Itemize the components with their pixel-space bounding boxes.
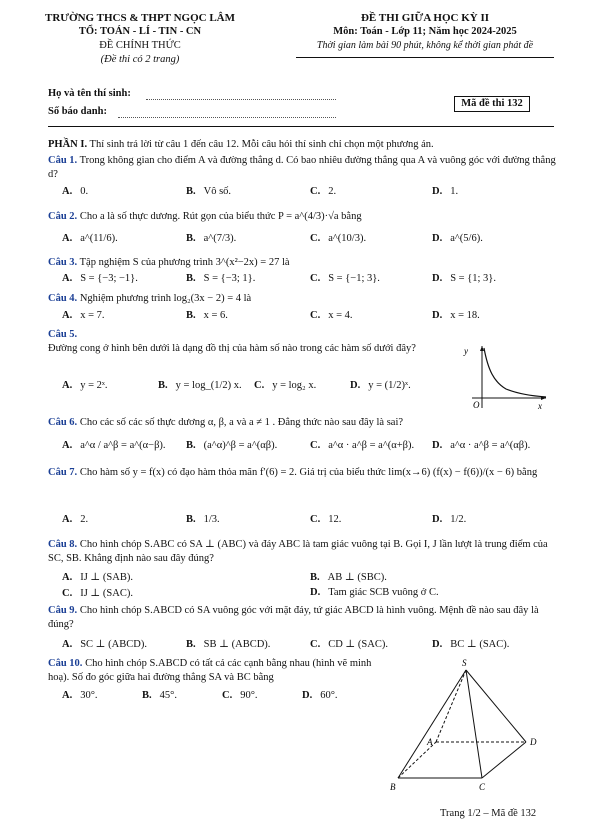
time-note: Thời gian làm bài 90 phút, không kể thời gian phát đề bbox=[316, 40, 534, 51]
question-label: Câu 2. bbox=[48, 211, 78, 222]
question-text: Tập nghiệm S của phương trình 3^(x²−2x) = 27 là bbox=[79, 257, 290, 268]
q5-option-d[interactable]: D. y = (1/2)ˣ. bbox=[350, 380, 411, 391]
q5-option-a[interactable]: A. y = 2ˣ. bbox=[62, 380, 108, 391]
vertex-b-label: B bbox=[390, 782, 396, 792]
question-label: Câu 5. bbox=[48, 329, 78, 340]
q6-option-c[interactable]: C. a^α · a^β = a^(α+β). bbox=[310, 440, 415, 451]
school-name: TRƯỜNG THCS & THPT NGỌC LÂM bbox=[45, 12, 235, 24]
vertex-d-label: D bbox=[530, 737, 537, 747]
question-4 bbox=[48, 292, 558, 306]
q9-option-d[interactable]: D. BC ⊥ (SAC). bbox=[432, 639, 510, 650]
edge-sa bbox=[436, 670, 466, 742]
q6-option-b[interactable]: B. (a^α)^β = a^(αβ). bbox=[186, 440, 278, 451]
question-text: Trong không gian cho điểm A và đường thẳng d. Có bao nhiêu đường thẳng qua A và vuông góc với đường thẳng d? bbox=[48, 155, 556, 180]
question-8 bbox=[48, 538, 558, 566]
official-label: ĐỀ CHÍNH THỨC bbox=[99, 40, 181, 51]
x-axis-label: x bbox=[538, 401, 542, 410]
q4-option-c[interactable]: C. x = 4. bbox=[310, 310, 353, 321]
q8-option-c[interactable]: C. IJ ⊥ (SAC). bbox=[62, 588, 133, 599]
divider bbox=[48, 126, 554, 127]
question-1 bbox=[48, 154, 558, 182]
part1-heading bbox=[48, 138, 558, 152]
q1-option-b[interactable]: B. Vô số. bbox=[186, 186, 232, 197]
question-9 bbox=[48, 604, 558, 632]
question-2 bbox=[48, 210, 558, 224]
question-7 bbox=[48, 466, 558, 480]
student-id-field[interactable] bbox=[118, 117, 336, 118]
pages-note: (Đề thi có 2 trang) bbox=[100, 54, 180, 65]
q3-option-c[interactable]: C. S = {−1; 3}. bbox=[310, 273, 380, 284]
question-label: Câu 10. bbox=[48, 658, 83, 669]
q6-option-d[interactable]: D. a^α · a^β = a^(αβ). bbox=[432, 440, 531, 451]
student-name-label: Họ và tên thí sinh: bbox=[48, 88, 131, 99]
q8-option-b[interactable]: B. AB ⊥ (SBC). bbox=[310, 572, 387, 583]
y-axis-label: y bbox=[464, 346, 468, 356]
edge-cd bbox=[482, 742, 526, 778]
question-label: Câu 4. bbox=[48, 293, 78, 304]
question-text: Nghiệm phương trình log₂(3x − 2) = 4 là bbox=[79, 293, 252, 304]
vertex-s-label: S bbox=[462, 658, 467, 668]
question-text: Cho hình chóp S.ABC có SA ⊥ (ABC) và đáy ABC là tam giác vuông tại B. Gọi I, J lần lượt là trung điểm của SC, SB. Khẳng định nào sau đây đúng? bbox=[48, 539, 548, 564]
q4-option-d[interactable]: D. x = 18. bbox=[432, 310, 480, 321]
q10-option-d[interactable]: D. 60°. bbox=[302, 690, 338, 701]
q10-option-b[interactable]: B. 45°. bbox=[142, 690, 177, 701]
origin-label: O bbox=[473, 400, 480, 410]
department: TỔ: TOÁN - LÍ - TIN - CN bbox=[78, 26, 202, 37]
question-label: Câu 1. bbox=[48, 155, 78, 166]
q2-option-d[interactable]: D. a^(5/6). bbox=[432, 233, 483, 244]
question-text: Cho hàm số y = f(x) có đạo hàm thỏa mãn f′(6) = 2. Giá trị của biểu thức lim(x→6) (f(x) − f(6))/(x − 6) bằng bbox=[79, 467, 538, 478]
q3-option-d[interactable]: D. S = {1; 3}. bbox=[432, 273, 496, 284]
page-footer: Trang 1/2 – Mã đề 132 bbox=[440, 808, 537, 819]
vertex-c-label: C bbox=[479, 782, 486, 792]
y-axis-arrow bbox=[480, 346, 484, 351]
student-name-field[interactable] bbox=[146, 99, 336, 100]
q6-option-a[interactable]: A. a^α / a^β = a^(α−β). bbox=[62, 440, 166, 451]
part1-title: PHẦN I. bbox=[48, 139, 88, 150]
exam-title: ĐỀ THI GIỮA HỌC KỲ II bbox=[360, 12, 490, 24]
exam-code-box: Mã đề thi 132 bbox=[454, 96, 530, 112]
q9-option-c[interactable]: C. CD ⊥ (SAC). bbox=[310, 639, 388, 650]
header-underline bbox=[296, 57, 554, 58]
q4-option-a[interactable]: A. x = 7. bbox=[62, 310, 105, 321]
exam-subject: Môn: Toán - Lớp 11; Năm học 2024-2025 bbox=[333, 26, 517, 37]
question-5 bbox=[48, 328, 448, 356]
q7-option-d[interactable]: D. 1/2. bbox=[432, 514, 467, 525]
exponential-graph bbox=[460, 342, 550, 410]
q2-option-b[interactable]: B. a^(7/3). bbox=[186, 233, 237, 244]
q7-option-b[interactable]: B. 1/3. bbox=[186, 514, 220, 525]
q1-option-d[interactable]: D. 1. bbox=[432, 186, 459, 197]
student-id-label: Số báo danh: bbox=[48, 106, 107, 117]
question-label: Câu 3. bbox=[48, 257, 78, 268]
question-text: Cho a là số thực dương. Rút gọn của biểu thức P = a^(4/3)·√a bằng bbox=[79, 211, 362, 222]
q2-option-a[interactable]: A. a^(11/6). bbox=[62, 233, 118, 244]
vertex-a-label: A bbox=[427, 737, 433, 747]
q7-option-c[interactable]: C. 12. bbox=[310, 514, 342, 525]
q9-option-b[interactable]: B. SB ⊥ (ABCD). bbox=[186, 639, 271, 650]
question-3 bbox=[48, 256, 558, 270]
question-label: Câu 9. bbox=[48, 605, 78, 616]
question-10 bbox=[48, 657, 388, 685]
q1-option-a[interactable]: A. 0. bbox=[62, 186, 89, 197]
pyramid-figure bbox=[384, 656, 554, 796]
q10-option-a[interactable]: A. 30°. bbox=[62, 690, 98, 701]
q3-option-b[interactable]: B. S = {−3; 1}. bbox=[186, 273, 256, 284]
q4-option-b[interactable]: B. x = 6. bbox=[186, 310, 228, 321]
q5-option-c[interactable]: C. y = log₂ x. bbox=[254, 380, 317, 391]
question-text: Đường cong ở hình bên dưới là dạng đồ thị của hàm số nào trong các hàm số dưới đây? bbox=[48, 343, 416, 354]
decreasing-curve bbox=[484, 348, 546, 397]
question-6 bbox=[48, 416, 558, 430]
q1-option-c[interactable]: C. 2. bbox=[310, 186, 337, 197]
edge-sb bbox=[398, 670, 466, 778]
q5-option-b[interactable]: B. y = log_(1/2) x. bbox=[158, 380, 242, 391]
q10-option-c[interactable]: C. 90°. bbox=[222, 690, 258, 701]
part1-instruction: Thí sinh trả lời từ câu 1 đến câu 12. Mỗi câu hỏi thí sinh chỉ chọn một phương án. bbox=[87, 139, 434, 150]
question-text: Cho hình chóp S.ABCD có tất cả các cạnh bằng nhau (hình vẽ minh hoạ). Số đo góc giữa hai đường thẳng SA và BC bằng bbox=[48, 658, 372, 683]
q8-option-a[interactable]: A. IJ ⊥ (SAB). bbox=[62, 572, 133, 583]
question-label: Câu 8. bbox=[48, 539, 78, 550]
q8-option-d[interactable]: D. Tam giác SCB vuông ở C. bbox=[310, 587, 439, 598]
q2-option-c[interactable]: C. a^(10/3). bbox=[310, 233, 367, 244]
question-label: Câu 7. bbox=[48, 467, 78, 478]
question-text: Cho hình chóp S.ABCD có SA vuông góc với mặt đáy, tứ giác ABCD là hình vuông. Mệnh đề nào sau đây là đúng? bbox=[48, 605, 539, 630]
question-text: Cho các số các số thực dương α, β, a và a ≠ 1 . Đẳng thức nào sau đây là sai? bbox=[79, 417, 404, 428]
question-label: Câu 6. bbox=[48, 417, 78, 428]
q7-option-a[interactable]: A. 2. bbox=[62, 514, 89, 525]
q9-option-a[interactable]: A. SC ⊥ (ABCD). bbox=[62, 639, 147, 650]
q3-option-a[interactable]: A. S = {−3; −1}. bbox=[62, 273, 138, 284]
